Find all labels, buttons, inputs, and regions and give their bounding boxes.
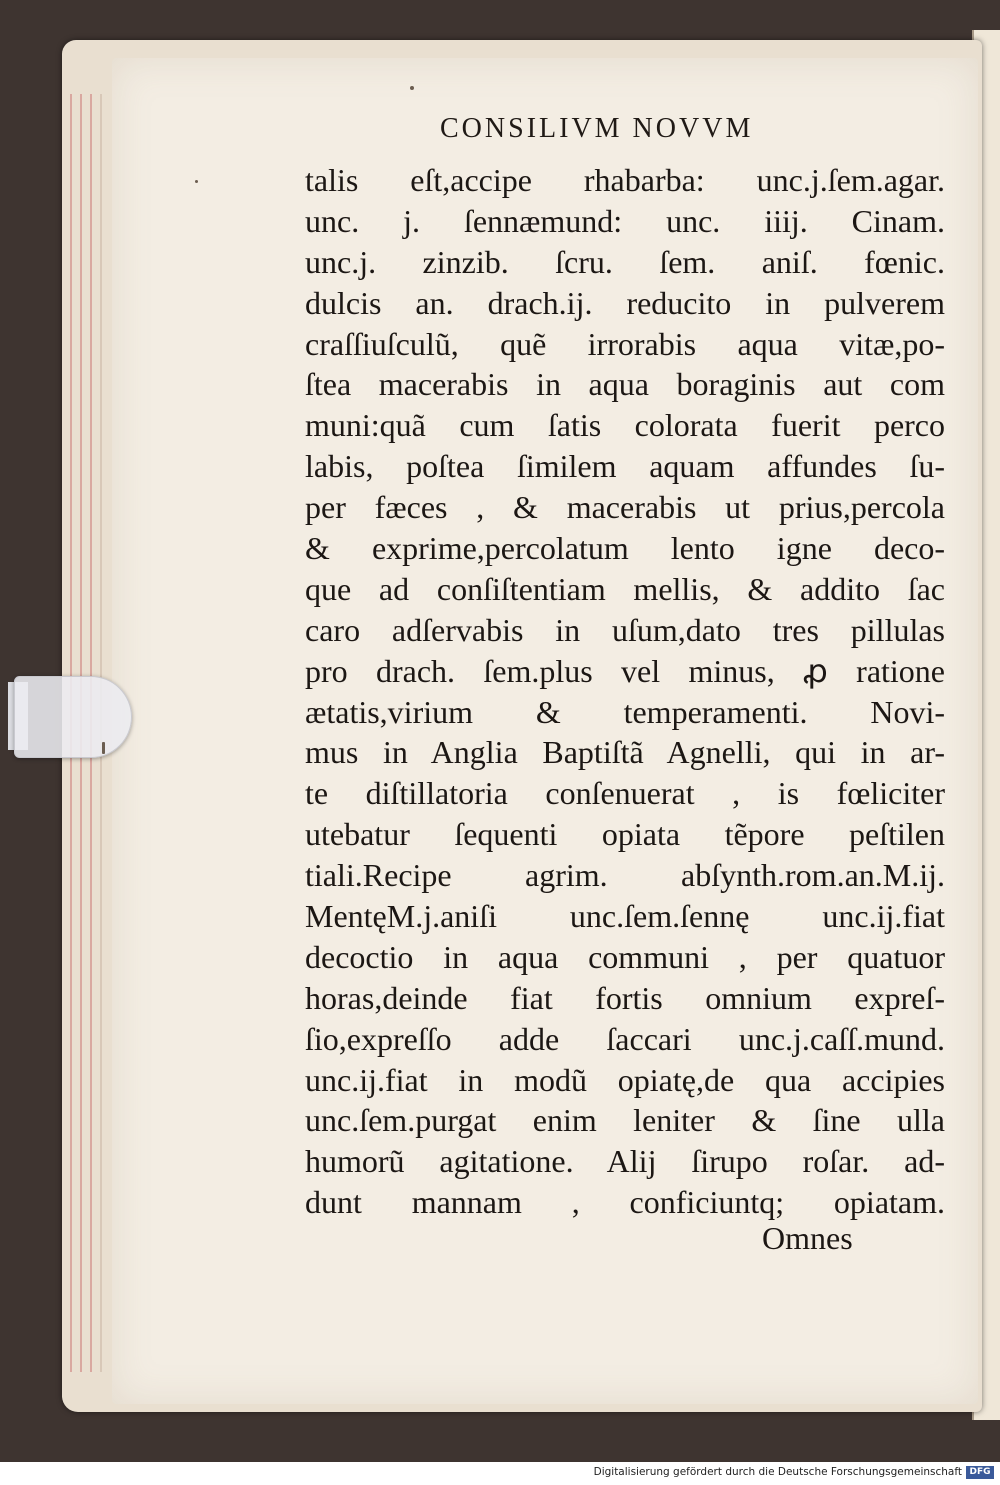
- digitization-credit: Digitalisierung gefördert durch die Deutsche Forschungsgemeinschaft: [593, 1466, 962, 1478]
- text-line: horas,deinde fiat fortis omnium expreſ-: [305, 979, 945, 1016]
- text-line: ætatis,virium & temperamenti. Novi-: [305, 693, 945, 730]
- text-line: mus in Anglia Baptiſtã Agnelli, qui in ar-: [305, 734, 945, 771]
- text-line: dulcis an. drach.ij. reducito in pulverem: [305, 284, 945, 321]
- running-head: CONSILIVM NOVVM: [440, 113, 754, 144]
- text-line: unc.ij.fiat in modũ opiatę,de qua accipies: [305, 1061, 945, 1098]
- ink-speck: [195, 180, 198, 183]
- text-line: craſſiuſculũ, quẽ irrorabis aqua vitæ,po-: [305, 325, 945, 362]
- text-line: utebatur ſequenti opiata tẽpore peſtilen: [305, 816, 945, 853]
- ink-speck: [102, 742, 105, 754]
- text-line: & exprime,percolatum lento igne deco-: [305, 530, 945, 567]
- text-line: te diſtillatoria conſenuerat , is fœliciter: [305, 775, 945, 812]
- text-line: unc. j. ſennæmund: unc. iiij. Cinam.: [305, 202, 945, 239]
- text-line: humorũ agitatione. Alij ſirupo roſar. ad-: [305, 1143, 945, 1180]
- text-line: caro adſervabis in uſum,dato tres pillulas: [305, 611, 945, 648]
- text-line: pro drach. ſem.plus vel minus, ꝓ ratione: [305, 652, 945, 689]
- text-line: tiali.Recipe agrim. abſynth.rom.an.M.ij.: [305, 857, 945, 894]
- text-line: labis, poſtea ſimilem aquam affundes ſu-: [305, 448, 945, 485]
- page-clip: [14, 676, 132, 758]
- ink-speck: [410, 86, 414, 90]
- text-line: ſio,expreſſo adde ſaccari unc.j.caſſ.mund.: [305, 1020, 945, 1057]
- text-line: talis eſt,accipe rhabarba: unc.j.ſem.agar.: [305, 162, 945, 198]
- text-line: per fæces , & macerabis ut prius,percola: [305, 489, 945, 526]
- text-line: decoctio in aqua communi , per quatuor: [305, 938, 945, 975]
- catchword: Omnes: [762, 1220, 853, 1256]
- dfg-logo: DFG: [966, 1466, 994, 1479]
- text-line: que ad conſiſtentiam mellis, & addito ſac: [305, 570, 945, 607]
- text-line: unc.ſem.purgat enim leniter & ſine ulla: [305, 1102, 945, 1139]
- text-line: MentęM.j.aniſi unc.ſem.ſennę unc.ij.fiat: [305, 898, 945, 935]
- text-line: muni:quã cum ſatis colorata fuerit perco: [305, 407, 945, 444]
- body-text: [305, 160, 945, 1223]
- text-line: dunt mannam , conficiuntq; opiatam.: [305, 1184, 945, 1221]
- text-line: unc.j. zinzib. ſcru. ſem. aniſ. fœnic.: [305, 243, 945, 280]
- text-line: ſtea macerabis in aqua boraginis aut com: [305, 366, 945, 403]
